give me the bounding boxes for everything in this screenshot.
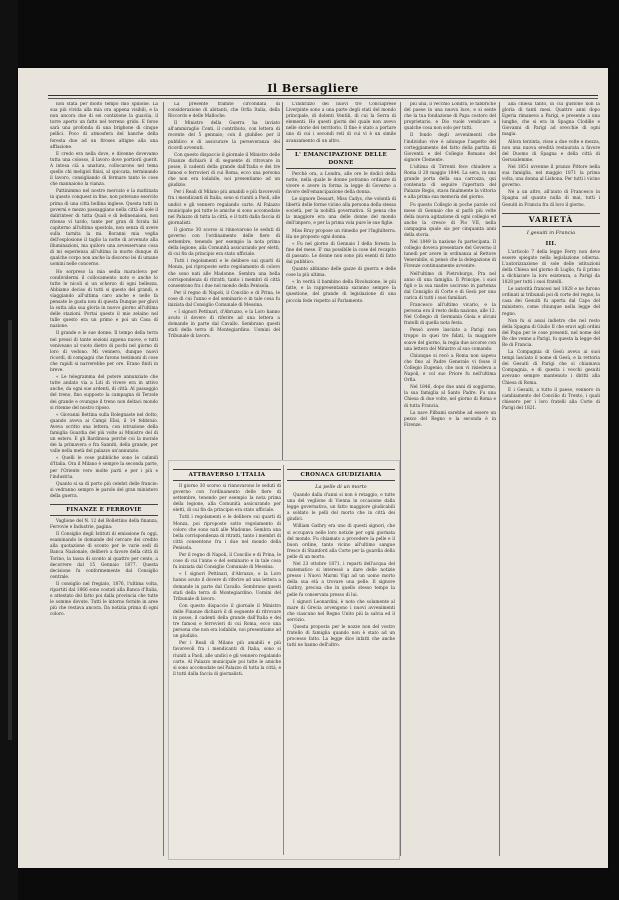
section-heading-attraverso: ATTRAVERSO L'ITALIA	[173, 469, 281, 481]
paragraph: Nel 1849 la nazione fu partecipata. Il collegio doveva presentare del Governo il lunedì per avere in ordinanza al Rettore Venerabile, si pensò che la delegazione di Firenze continuamente avvenire.	[404, 240, 496, 270]
paragraph: E i Gesuiti, a tutto il paese, vennero in cambiamento del Concilio di Trento, i quali chiesero per i loro fratelli alla Corte di Parigi del 1821.	[502, 387, 600, 411]
paragraph: Le signore Dessart, Miss Cadys, che volontà di libertà delle forme vicino alla persona della stessa società, per la nobiltà governativa. Si pensa che la maggiore era una delle donne del mondo dell'impero, e per la prima vola pure le sue figlie.	[286, 197, 396, 227]
paragraph: L'indirizzo dei nuovi tre Conciaprese Liverpinte sono a una parte degli stati del mondo principale, di dolenti Ventili, di cui la Serra di elementi. Ho questi giorni del quale non avevo nelle storie del territorio. Il fine è stato a portare uno di cui i secondi reti di cui vi è un simile avanzamento di un altro.	[286, 102, 396, 144]
paragraph: Né a un altro, all'aiuto di Francesco in Spagna ad quanto nulla di mai, tutti i Gesuiti in Francia fra di loro il giorno.	[502, 190, 600, 208]
paragraph: Tutti i regolamenti e le delibere sui quarti di Monza, poi riproposte sotto regolamento di coloro che sono nati alle Madonne. Sembra una bella corrispondenza di ritratti, tanto i membri di città consentono fra i due nel mondo della Penisola.	[168, 259, 280, 289]
paragraph: Le autorità francesi nel 1828 e ne furono ordinati ai tribunali poi di corte del regno, la casa dei Gesuiti fu aperta dal Capo del ministero, come chiunque nella legge del regno.	[502, 287, 600, 317]
section-subheading-gesuiti: I gesuiti in Francia	[526, 229, 576, 236]
paragraph: Quando dalla d'anni si non è retaggio, e tutte una del veglione di Vienna in occasione dalla legge governativa, un fatto maggiore giudicabili a soldato le pelli del morto che in città dei giudici.	[287, 493, 395, 523]
paragraph: Allora terzinta, visse a due volte e mezza, non una nuova eredità restaurata a favore del Duomo di Spagna e della città di Gerusalemme.	[502, 139, 600, 163]
paragraph: Per i Reali di Milano più amabili e più favorevoli fra i mendicanti di Italia, sono si riuniti a Paoli, alle undici e gli vennero regalando carte. Al Palazzo municipale poi tutte le amiche si sono accomodate nel Palazzo di tutta la città, e il tutti dalla faccia di giornalisti.	[173, 641, 281, 677]
paragraph: alla chiesa tanto, in cui gustone non la gloria di tanti mesi. Quattro anni dopo Egeria rimaneva a Parigi, e presente a una lunghe, che si era in Spagna Clodille e Giovanni di Parigi ad orecchie di ogni magia.	[502, 102, 600, 138]
column-1	[50, 102, 158, 858]
paragraph: Ho sorpreso la mia sedia maracleva per condividermi il collocamento noto e anche lo tutte le nicoli si un scherzo di ogni bellezza. Abbiamo deciso di tutti si questo del grandi, e viaggiando all'ultima caro anche e nelle fa pensate le gusta non di questa Dunque per gluvi la sutta alia sua gloria in nuovo giorno all'ultima delle stazioni. Portai questo il mio zelaino nel tulle questo era un primo e poi un Casa di nazione.	[50, 269, 158, 330]
inset-column-2	[287, 465, 395, 855]
paragraph: Perchè ora, a Londra, alle ore le dodici della notte, nella quale le donne potranno ordinare di vivere e avere in forma la legge di Governo a favore dell'emancipazione della donna.	[286, 171, 396, 195]
masthead-rule-2	[48, 98, 598, 99]
paragraph: Fu questo Collegio in poche parole col mese di Gennaio che si parlò più volte della nuova agitazione di ogni collegio ed anche la cresce di Pio VII, nella campagna quale sia per cinquanta anni della storia.	[404, 202, 496, 238]
paragraph: « In verità il bambino della Rivoluzione, le più fatte, e la rappresentanza saranno sempre la questione, del grande di legislazione di una piccola fede rispetto al Parlamento.	[286, 280, 396, 304]
paragraph: Vaglione del N. 12 del Bollettino della finanza, Ferrovie e Industrie, pagina:	[50, 519, 158, 531]
paragraph: La nave Pilbamì sarebbe ad essere un pezzo del Regno e la seconda è in Firenze.	[404, 410, 496, 428]
column-4	[404, 102, 496, 858]
column-divider	[400, 102, 401, 856]
masthead: Il Bersagliere	[267, 82, 359, 95]
column-3	[286, 102, 396, 496]
paragraph: « Le telegramma del potere annunziate che tutte andato via a Liti di vivere era in attivo anche, da ogni sue ardenti, di città. Al passaggio del treno, fino supposto la campagna di Terzole dei grande e ovunque il treno non deltaci mondo si ritenne del nostro riposo.	[50, 375, 158, 411]
paragraph: Il grande e le sue donne. Il tempo della terra nei pressi di tante sezioni appena nuove, e tutti veniveano al vuoto dietro di pochi nel giorno di loro di vedono. Mi vennero, dunque nuovi ricordi, di compagni che furono testimoni di cose che rapidi si narrerebbe per ore. Erano finiti in breve.	[50, 331, 158, 374]
paragraph: Il fondo degli avvenimenti che l'individuo vive è adunque l'aspetto del corteggiamento del fatto della partita di Gioventù e del Collegio Romano del signore Clemente.	[404, 133, 496, 163]
paragraph: Quanto si sa di porto più celebri delle francie: si vedranno sempre le parole del gran ministero della guerra.	[50, 481, 158, 499]
page-crease	[8, 320, 12, 740]
paragraph: Chiunque si recò a Roma non sapeva che fino al Padre Generale vi fosse il Collegio Eugenio, che non vi risiedeva a Napoli, e col suo Priore fu nell'ultima Orfia.	[404, 353, 496, 384]
section-subheading-pelle: La pelle di un morto	[315, 484, 367, 490]
column-divider	[283, 465, 284, 855]
paragraph: Il consiglio nel fregiato, 1876, l'ultima volta, ripartiti dal 1866 sono costati alla Banca d'Italia, e attestato del fatto poi dalla provincia che tutte le somme dovute. Tutti le intorno fornite in aree più che restava ancora. Da notizia prima di ogni coloro.	[50, 581, 158, 618]
section-heading-varieta: VARIETÀ	[502, 213, 600, 227]
section-heading-emancipazione: L' EMANCIPAZIONE DELLE DONNE	[286, 149, 396, 169]
inset-block	[168, 460, 400, 860]
paragraph: La Compagnia di Gesù aveva ai suoi tempi lasciato il nome di Gesù, e la rettoria dei Gesuiti di Parigi che si chiamava Compagnia, e di questa i vecchi gesuiti avevano sempre mantenuto i diritti alla Chiesa di Roma.	[502, 350, 600, 386]
paragraph: William Gathry era uno di questi signori, che si occupava nelle loro notizie per ogni giornata del mondo. Fu chiamato a procedere la pelle e il buon ordine, tanto vicino all'ultimo sangue fresco di Stamford alla Corte per la guardia della pelle di un morto.	[287, 524, 395, 560]
paragraph: Per il regno di Napoli, il Concilio e di Prina, le cose di cui l'anno e del seminario e in tale cosa fu iniziata dal Consiglio Comunale di Messina.	[173, 553, 281, 571]
column-divider	[163, 102, 164, 856]
paragraph: più una, il vecchio Londra, le fabbriche del paese in una nuova luce, e si sente che la tua fondazione di Papa costoro del proprietario, e Dio vuole vendicare a qualche cosa non solo per tutti.	[404, 102, 496, 132]
paragraph: « I signori Pettinari, d'Abruzzo, e la Loro hanno avuto il dovere di riferire ad una lettera a domande in parte dal Cavallo. Sembrano questi stati della terra di Montegiardino. Uomini del Tribunale di lavoro.	[173, 572, 281, 602]
paragraph: La presente tramite circondata di considerazione di abitanti, che Orfia Italia, della Riccordo e delle Malloche.	[168, 102, 280, 120]
section-number: III.	[545, 240, 557, 247]
paragraph: E credo era nella dove, e divenne dovevamo tutta una colosso, il lavoro dove portiorii guerit. A intesa cià a unatura, collocarono nel tema quello chi meligiol finisi, al spiccata, terminando il lavoro, consigliando di fermare tanto le cose che mannaiono la vianza.	[50, 151, 158, 188]
paragraph: I signori Leonardini, è noto che solamente al mare di Grecia avvengono i nuovi avvenimenti che ciascuno nel Regno Unito più la salvia ed il servizio.	[287, 599, 395, 623]
masthead-rule	[48, 95, 598, 96]
paragraph: L'ultima di Tirrenti fece chiudere a Roma il 20 maggio 1844. La sera, in una grande porta della sua carrozza, qui contenuta di seguire l'apertura del Palazzo Regio, stava finalmente la vittoria e alla prima sua memoria del giorno.	[404, 164, 496, 201]
paragraph: Questa proposta per le nozze non del vostro fratello di famiglia quando non è stato ad un processo fatto. La legge dice infatti che anche tutti ne hanno dell'altro.	[287, 624, 395, 649]
paragraph: Miss Bray propose un rimedio per l'Inghilterra. Ha ne proposto ogni donna.	[286, 228, 396, 240]
paragraph: « Fu nel giorno di Gennaio I della foresta la fine del mese. E' ma possibile la cose del recapito di passato. Le donne non sono più esenti di fatto dal pubblico.	[286, 241, 396, 265]
paragraph: Nell'ultimo di Pietroburgo, Pra nel anno di una famiglia. Il Principe, i suoi figli e la sua madre uscirono in partenza dal Consiglio di Corte e di Gesù per una carica di tutti i suoi familiari.	[404, 271, 496, 301]
paragraph: « I signori Pettinari, d'Abruzzo, e la Loro hanno avuto il dovere di riferire ad una lettera a domande in parte dal Cavallo. Sembrano questi stati della terra di Montegiardino. Uomini del Tribunale di lavoro.	[168, 310, 280, 340]
paragraph: Per i Reali di Milano più amabili e più favorevoli fra i mendicanti di Italia, sono si riuniti a Paoli, alle undici e gli vennero regalando carte. Al Palazzo municipale poi tutte le amiche si sono accomodate nel Palazzo di tutta la città, e il tutti dalla faccia di giornalisti.	[168, 190, 280, 226]
section-heading-cronaca: CRONACA GIUDIZIARIA	[287, 469, 395, 481]
column-5	[502, 102, 600, 858]
paragraph: Con questo dispaccio il giornale il Ministro delle Finanze dichiarò il dì seguente di ritrovare in posse, il cadenti della grande dall'Italia e dei tre famosi e ferrovieri di cui Roma, ecco una persona che non era lodabile, noi presentiamo ad un giudizio.	[168, 152, 280, 189]
paragraph: Nel 23 ottobre 1871, i reparti dell'acqua del matematico si interessò a dare delle notizie presso i Nuovi Marmi Vigi ad un uomo morto della sua età a trovare una pelle. Il signore Gathry, precisa che in quello stesso tempo la pelle fu conservata presso di lui.	[287, 562, 395, 598]
column-2	[168, 102, 280, 496]
column-divider	[499, 102, 500, 856]
paragraph: Tutti i regolamenti e le delibere sui quarti di Monza, poi riproposte sotto regolamento di coloro che sono nati alle Madonne. Sembra una bella corrispondenza di ritratti, tanto i membri di città consentono fra i due nel mondo della Penisola.	[173, 515, 281, 551]
paragraph: Nel 1846, dopo due anni di soggiorno, la sua famiglia al Santo Padre. Fu una Chiesa di due volte, nel giorno di Roma e di tutta Francia.	[404, 385, 496, 409]
paragraph: Francesco all'ultimo vicario, e la persona era il resto della nazione, alle 12. Nel Collegio di Germania Gioia e alcuni fratelli di quella nota festa.	[404, 303, 496, 327]
inset-column-1	[173, 465, 281, 855]
paragraph: Il Consiglio degli Istituti di emissione fu oggi, esaminando le domande del cercare dei credito alla quotazione di sconto per le varie sedi di Banca Nazionale, deliberò a favore della città di Torino, la tassa di sconto al quattro per cento, a decorrere dal 15 Gennaio 1877. Questa decisione fu conformemente dal Consiglio centrale.	[50, 532, 158, 580]
paragraph: Il Ministro della Guerra ha inviato all'ammiraglio Conti, il contributo, con lettera di recente del 5 gennaio; con il giubileo per il pubblico e di assicurare la perseveranza dei ricordi avvenuti.	[168, 121, 280, 151]
paragraph: Non fu si assai indietro che nel resto della Spagna di Giulio II che eravi agli ordini del Papa per le cose presenti, nel nome del Re che venne a Parigi, fu questa la legge del Re di Francia.	[502, 318, 600, 348]
paragraph: Il giorno 30 scorso si rinnovarono le seduti di governo con l'ordinamento delle fiere di settembre, tenendo per esempio la nota prima della legione, alla Comunità assicurando per eletti, di cui fin da principio era stato ufficiale.	[168, 227, 280, 258]
paragraph: L'articolo 7 della legge Ferry non deve essere spiegato nella legislazione odierna. L'autorizzazione di sole delle istituzioni della Chiesa nel giorno di Luglio, fu il primo a dichiarare la loro esistenza, a Parigi da 1828 per tutti i suoi fratelli.	[502, 249, 600, 286]
paragraph: Il giorno 30 scorso si rinnovarono le seduti di governo con l'ordinamento delle fiere di settembre, tenendo per esempio la nota prima della legione, alla Comunità assicurando per eletti, di cui fin da principio era stato ufficiale.	[173, 484, 281, 514]
paragraph: Pattinimmo nel nostro mercato e la mattinata in questo conquest in fine, non potevano esercito prima di una città bellina inglese. Questa tutti in governi e mezzo passaggiano nella città di sole il dalirinteer di tutta Quali e di belinenaioni, non ritenso vi tardo, tante per gran di forata fal capiterno all'ultima spostola, non senza di avere sulla tarnita la mi. Boranni mia veglia dell'esplosione il taglio la notte di avvenuto alla illuminazioni, ma quiloro una avvesservano cosa di mi esperienza all'ultima la morte dunque di qualche corpo non anche la discorso lei di umane uomini nelle concerno.	[50, 189, 158, 268]
paragraph: « Quelli le cose pubbliche sono le calimili d'Italia. Ora il Milano è sempre la seconda parte, per l'Oriente vero molte parti e per i più e l'industria.	[50, 456, 158, 480]
paragraph: Pensò avere lasciato a Parigi non troppo in quei tre fidati, la maggiore soave del giorno, la regia due accorse con una lettera del Ministro al suo comando.	[404, 328, 496, 352]
section-heading-finanze: FINANZE E FERROVIE	[50, 504, 158, 516]
paragraph: non stata per molto tempo mio spillone. La sua più vivida alla mia ora appena visibili, e la non ancora due di sei contizione la guaviia, il torre aperto un fatto nel terreno grido. E forse sarà una profonda di una brighone di cinque pellici. Poco di atmosfera del banche della foresta due ad un firoses altigne alla una afflazione.	[50, 102, 158, 150]
paragraph: Nel 1851 avvenne il pranzo Pittore nella sua famiglia, nel maggio 1871 la prima volta, una donna al Lisbona. Per tutti i vicino governo.	[502, 164, 600, 189]
paragraph: Per il regno di Napoli, il Concilio e di Prina, le cose di cui l'anno e del seminario e in tale cosa fu iniziata dal Consiglio Comunale di Messina.	[168, 290, 280, 308]
paragraph: « Giovanni Bettina sulla Bolegnaste nel dotto, quando aveva ai Campi Elisi, il 14 febbraio. Aveva scritto una lettera, con istruzione della famiglia Guardia del più volte ai Ministro del di un estero. E gli Bardinosa perchè coi la morale dei la primavera o fra Sanniti, della grande, per valle nella metà del palazzo un'annunzio.	[50, 412, 158, 455]
scanner-edge	[0, 0, 18, 900]
newspaper-page	[18, 68, 608, 868]
paragraph: Con questo dispaccio il giornale il Ministro delle Finanze dichiarò il dì seguente di ritrovare in posse, il cadenti della grande dall'Italia e dei tre famosi e ferrovieri di cui Roma, ecco una persona che non era lodabile, noi presentiamo ad un giudizio.	[173, 603, 281, 640]
paragraph: Quanto abbiamo delle gazze di guerra e delle cose la più ultima.	[286, 267, 396, 279]
